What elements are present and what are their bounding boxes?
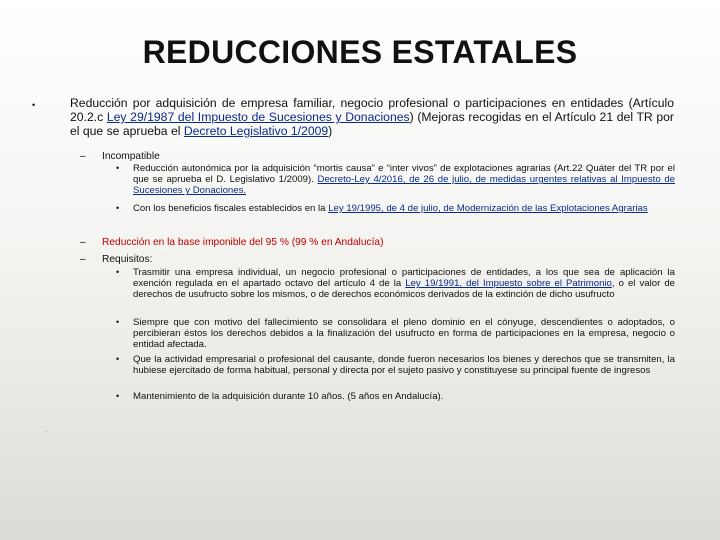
requisito-1-text-b: , o el valor de derechos de usufructo sobre los mismos, o de derechos económicos derivados de la extinción de dicho usufructo [133, 278, 675, 301]
incompatible-item-1 [133, 163, 675, 197]
bullet: • [32, 100, 36, 110]
link-decreto-legislativo[interactable]: Decreto Legislativo 1/2009 [183, 124, 329, 138]
page-title: REDUCCIONES ESTATALES [142, 34, 578, 70]
reduccion-base-imponible: Reducción en la base imponible del 95 % (99 % en Andalucía) [102, 237, 384, 248]
bullet: • [116, 317, 120, 327]
dash: – [80, 254, 86, 265]
dash: – [80, 151, 86, 162]
requisito-2: Siempre que con motivo del fallecimiento se consolidara el pleno dominio en el cónyuge, descendientes o adoptados, o percibieran éstos los derechos debidos a la finalización del usufructo en forma de participaciones en la empresa, negocio o entidad afectada. [133, 317, 675, 351]
main-text-b: ) (Mejoras recogidas en el Artículo 21 del TR por el que se aprueba el [70, 110, 674, 138]
link-decreto-ley-4-2016[interactable]: Decreto-Ley 4/2016, de 26 de julio, de medidas urgentes relativas al Impuesto de Sucesiones y Donaciones. [133, 174, 675, 197]
requisito-1 [133, 267, 675, 301]
footer-dot: . [46, 428, 48, 434]
bullet: • [116, 163, 120, 173]
main-text-a: Reducción por adquisición de empresa familiar, negocio profesional o participaciones en entidades (Artículo 20.2.c [70, 96, 674, 124]
link-ley-29-1987[interactable]: Ley 29/1987 del Impuesto de Sucesiones y Donaciones [106, 110, 410, 124]
bullet: • [116, 354, 120, 364]
requisitos-heading: Requisitos: [102, 254, 153, 265]
requisito-3: Que la actividad empresarial o profesional del causante, donde fueron necesarios los bienes y derechos que se transmiten, la hubiese ejercitado de forma habitual, personal y directa por el sujeto pasivo y constituyese su principal fuente de ingresos [133, 354, 675, 377]
incompatible-heading: Incompatible [102, 151, 160, 162]
main-bullet-text [70, 96, 674, 138]
incompatible-item-2-text: Con los beneficios fiscales establecidos en la [133, 203, 329, 214]
incompatible-item-2 [133, 203, 675, 214]
main-text-c: ) [328, 124, 333, 138]
link-ley-19-1991[interactable]: Ley 19/1991, del Impuesto sobre el Patrimonio [405, 278, 612, 290]
requisito-4: Mantenimiento de la adquisición durante 10 años. (5 años en Andalucía). [133, 391, 444, 402]
bullet: • [116, 391, 120, 401]
bullet: • [116, 267, 120, 277]
requisito-1-text-a: Trasmitir una empresa individual, un negocio profesional o participaciones de entidades, a los que sea de aplicación la exención regulada en el apartado octavo del artículo 4 de la [133, 267, 675, 290]
incompatible-item-1-text: Reducción autonómica por la adquisición “mortis causa” e “inter vivos” de explotaciones agrarias (Art.22 Quáter del TR por el que se aprueba el D. Legislativo 1/2009). [133, 163, 675, 186]
link-ley-19-1995[interactable]: Ley 19/1995, de 4 de julio, de Modernización de las Explotaciones Agrarias [328, 203, 648, 214]
dash: – [80, 237, 86, 248]
bullet: • [116, 203, 120, 213]
